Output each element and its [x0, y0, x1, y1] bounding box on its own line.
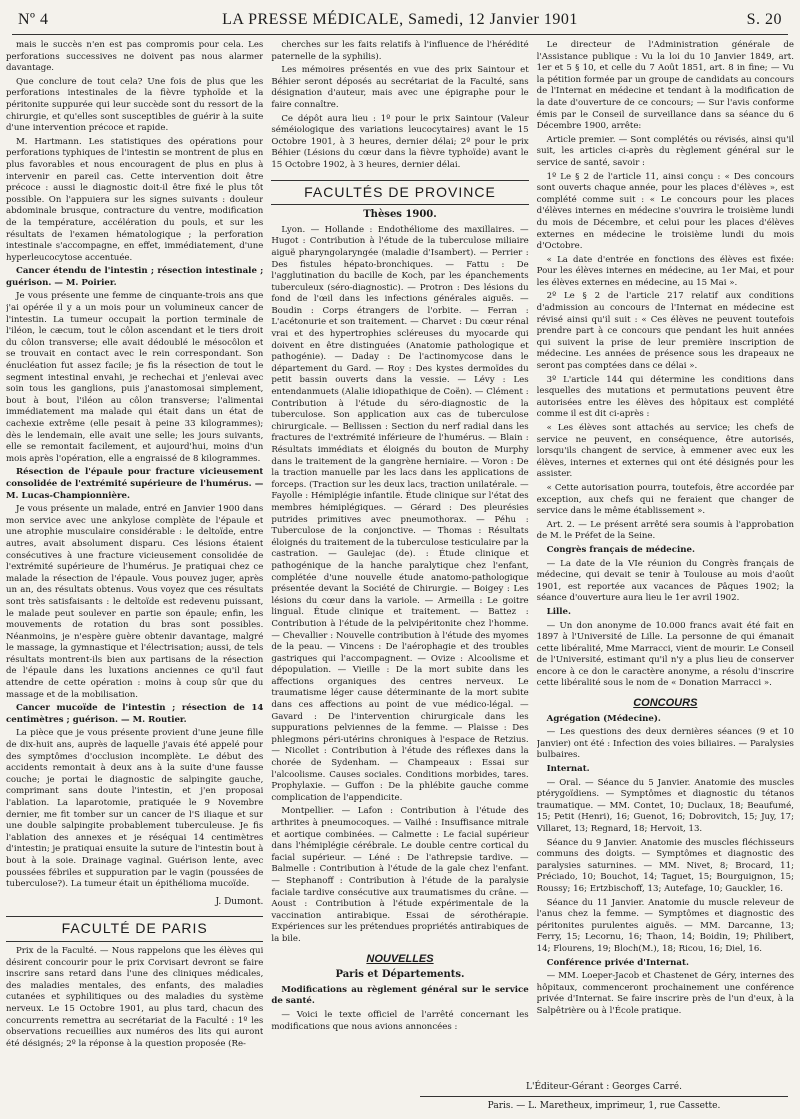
paragraph: M. Hartmann. Les statistiques des opérations pour perforations typhiques de l'intestin se montrent de plus en plus favorables et nous encouragent de plus en plus à intervenir en pareil cas. Cette intervention doit être précoce : aussi le diagnostic doit-il être fixé le plus tôt possible. On l'appuiera sur les signes suivants : douleur abdominale brusque, contracture du ventre, modification de la température, accélération du pouls, et sur les résultats de l'examen hématologique ; la perforation intestinale s'accompagne, en effet, immédiatement, d'une hyperleucocytose accentuée. — [6, 136, 264, 263]
paragraph: Prix de la Faculté. — Nous rappelons que les élèves qui désirent concourir pour le prix Corvisart devront se faire inscrire sans retard dans l'une des cliniques médicales, des maladies mentales, des enfants, des maladies cutanées et syphilitiques ou des maladies du système nerveux. Le 15 Octobre 1901, au plus tard, chacun des concurrents remettra au secrétariat de la Faculté : 1º les observations recueillies aux numéros des lits qui auront été désignés; 2º la réponse à la question proposée (Re- — [6, 945, 264, 1049]
page-number: S. 20 — [746, 11, 782, 28]
page-header — [18, 10, 782, 30]
columns — [6, 40, 794, 1089]
paragraph: Article premier. — Sont complétés ou révisés, ainsi qu'il suit, les articles ci-après du règlement général sur le service de santé, savoir : — [536, 134, 794, 168]
paragraph: — Voici le texte officiel de l'arrêté concernant les modifications que nous avions annoncées : — [271, 1009, 529, 1032]
paragraph: Art. 2. — Le présent arrêté sera soumis à l'approbation de M. le Préfet de la Seine. — [536, 519, 794, 542]
page-footer — [420, 1082, 788, 1111]
article-heading: Résection de l'épaule pour fracture vicieusement consolidée de l'extrémité supérieure de l'humérus. — M. Lucas-Championnière. — [6, 467, 264, 501]
header-rule — [12, 34, 788, 35]
section-title: FACULTÉS DE PROVINCE — [271, 180, 528, 206]
article-heading: Cancer étendu de l'intestin ; résection intestinale ; guérison. — M. Poirier. — [6, 266, 264, 288]
printer-line: Paris. — L. Maretheux, imprimeur, 1, rue Cassette. — [420, 1096, 788, 1111]
article-heading: Cancer mucoïde de l'intestin ; résection de 14 centimètres ; guérison. — M. Routier. — [6, 703, 264, 725]
section-title: CONCOURS — [633, 697, 698, 710]
article-heading: Internat. — [546, 764, 590, 775]
article-heading: Agrégation (Médecine). — [546, 713, 661, 724]
paragraph: — MM. Loeper-Jacob et Chastenet de Géry, internes des hôpitaux, commenceront prochainement une conférence privée d'Internat. Se faire inscrire près de l'un d'eux, à la Salpêtrière ou à l'École pratique. — [536, 971, 794, 1016]
paragraph: Je vous présente un malade, entré en Janvier 1900 dans mon service avec une ankylose complète de l'épaule et une atrophie musculaire considérable : le deltoïde, entre autres, avait absolument disparu. Ces lésions étaient consécutives à une fracture vicieusement consolidée de l'extrémité supérieure de l'humérus. Je pratiquai chez ce malade la résection de l'épaule. Vous pouvez juger, après un an, des résultats obtenus. Vous voyez que ces résultats sont très satisfaisants : le deltoïde est redevenu puissant, le malade peut soulever en partie son épaule; enfin, les mouvements de rotation du bras sont possibles. Néanmoins, je n'espère guère obtenir davantage, malgré le massage, la gymnastique et l'électrisation; aussi, de tels résultats montrent-ils bien aux partisans de la résection de l'épaule dans les luxations anciennes ce qu'il faut attendre de cette opération : moins à coup sûr que du massage et de la mobilisation. — [6, 504, 264, 700]
paragraph: « Cette autorisation pourra, toutefois, être accordée par exception, aux chefs qui ne feraient que changer de service dans le même établissement ». — [536, 482, 794, 517]
paragraph: Je vous présente une femme de cinquante-trois ans que j'ai opérée il y a un mois pour un volumineux cancer de l'intestin. La tumeur occupait la portion terminale de l'iléon, le cæcum, tout le côlon ascendant et le tiers droit du côlon transverse; elle avait dédoublé le mésocôlon et se trouvait en contact avec le rein correspondant. Son énucléation fut assez facile; je fis la résection de tout le segment intestinal envahi, je rechechai et j'enlevai avec soin tous les ganglions, puis j'anastomosai simplement, bout à bout, l'iléon au côlon transverse; l'alimentai immédiatement ma malade qui était dans un état de cachexie extrême (elle pesait à peine 33 kilogrammes); dès le lendemain, elle avait une selle; les jours suivants, elle se remontait facilement, et aujourd'hui, moins d'un mois après l'opération, elle a engraissé de 8 kilogrammes. — [6, 291, 264, 464]
paragraph: Séance du 11 Janvier. Anatomie du muscle releveur de l'anus chez la femme. — Symptômes et diagnostic des péritonites purulentes aiguës. — MM. Darcanne, 13; Ferry, 15; Lecornu, 16; Thaon, 14; Boidin, 19; Philibert, 14; Flourens, 19; Bloch(M.), 18; Ricou, 16; Diel, 16. — [536, 897, 794, 954]
paragraph: Ce dépôt aura lieu : 1º pour le prix Saintour (Valeur séméiologique des variations leucocytaires) avant le 15 Octobre 1901, à 3 heures, dernier délai; 2º pour le prix Béhier (Lésions du cœur dans la fièvre typhoïde) avant le 15 Octobre 1902, à 3 heures, dernier délai. — [271, 113, 529, 170]
section-title: NOUVELLES — [366, 952, 434, 965]
paragraph: Montpellier. — Lafon : Contribution à l'étude des arthrites à pneumocoques. — Vailhé : Insuffisance mitrale et aortique combinées. — Calmette : Le facial supérieur dans l'hémiplégie cérébrale. Le double centre cortical du facial supérieur. — Léné : De l'athrepsie tardive. — Balmelle : Contribution à l'étude de la gale chez l'enfant. — Stephanoff : Contribution à l'étude de la paralysie faciale tardive consécutive aux traumatismes du crâne. — Aoust : Contribution à l'étude expérimentale de la vaccination antirabique. Essai de sérothérapie. Expériences sur les prétendues propriétés antirabiques de la bile. — [271, 806, 529, 944]
paragraph: — La date de la VIe réunion du Congrès français de médecine, qui devait se tenir à Toulouse au mois d'août 1901, est reportée aux vacances de Pâques 1902; la séance d'ouverture aura lieu le 1er avril 1902. — [536, 558, 794, 604]
article-heading: Modifications au règlement général sur le service de santé. — [271, 984, 529, 1007]
article-heading: Conférence privée d'Internat. — [546, 957, 689, 968]
paragraph: Les mémoires présentés en vue des prix Saintour et Béhier seront déposés au secrétariat de la Faculté, sans désignation d'auteur, mais avec une épigraphe pour le faire connaître. — [271, 65, 529, 110]
section-title: FACULTÉ DE PARIS — [6, 916, 263, 942]
subsection-title: Paris et Départements. — [335, 969, 465, 981]
paragraph: La pièce que je vous présente provient d'une jeune fille de dix-huit ans, auprès de laquelle j'avais été appelé pour des symptômes d'occlusion incomplète. Le début des accidents remontait à deux ans à la suite d'une fausse couche; je portai le diagnostic de salpingite gauche, comprimant sans doute l'intestin, et j'en proposai l'ablation. La laparotomie, pratiquée le 9 Novembre dernier, me fit tomber sur un cancer de l'S iliaque et sur une double salpingite probablement tuberculeuse. Je fis l'ablation des annexes et je réséquai 14 centimètres d'intestin; je pratiquai ensuite la suture de l'intestin bout à bout à la soie. Drainage vaginal. Guérison lente, avec poussées fébriles et suppuration par le vagin (poussées de tuberculose?). La tumeur était un épithélioma mucoïde. — [6, 728, 264, 890]
paragraph: Lyon. — Hollande : Endothéliome des maxillaires. — Hugot : Contribution à l'étude de la tuberculose miliaire aiguë pharyngolaryngée (maladie d'Isambert). — Perrier : Des fistules hépato-bronchiques. — Fattu : De l'agglutination du bacille de Koch, par les épanchements tuberculeux (séro-diagnostic). — Protron : Des lésions du fond de l'œil dans les infections générales aiguës. — Boudin : Corps étrangers de l'orbite. — Ferran : L'acétonurie et son traitement. — Charvet : Du cœur rénal vrai et des hypertrophies scléreuses du myocarde qui doivent en être distinguées (Anatomie pathologique et pathogénie). — Daday : De l'actinomycose dans le département du Gard. — Roy : Des kystes dermoïdes du petit bassin ouverts dans la vessie. — Lévy : Les entendanmuets (Alalie idiopathique de Coën). — Clément : Contribution à l'étude du séro-diagnostic de la tuberculose. Son application aux cas de tuberculose chirurgicale. — Bellissen : Section du nerf radial dans les fractures de l'extrémité inférieure de l'humérus. — Blain : Résultats immédiats et éloignés du bouton de Murphy dans le traitement de la gangrène herniaire. — Voron : De la traction manuelle par les lacs dans les applications de forceps. (Traction sur les deux lacs, traction unilatérale. — Fayolle : Hémiplégie infantile. Étude clinique sur l'état des membres hémiplégiques. — Gérard : Des pleurésies putrides primitives avec pneumothorax. — Péhu : Tuberculose de la conjonctive. — Thomas : Résultats éloignés du traitement de la tuberculose testiculaire par la castration. — Gaulejac (de). : Étude clinique et pathogénique de la hanche paralytique chez l'enfant, complétée d'une nouvelle étude anatomo-pathologique présentée devant la Société de Chirurgie. — Boigey : Les lésions du cœur dans la variole. — Armeilla : Le goitre lingual. Étude clinique et traitement. — Battez : Contribution à l'étude de la pelvipéritonite chez l'homme. — Chevallier : Nouvelle contribution à l'étude des myomes de la peau. — Vincens : De l'aérophagie et des troubles gastriques qui l'accompagnent. — Ovize : Alcoolisme et dépopulation. — Vieille : De la mort subite dans les affections organiques des centres nerveux. Le traumatisme léger cause déterminante de la mort subite dans ces affections au point de vue médico-légal. — Gavard : De l'intervention chirurgicale dans les suppurations pelviennes de la femme. — Plaisse : Des phlegmons péri-utérins chroniques à l'espace de Retzius. — Nicollet : Contribution à l'étude des réflexes dans la chorée de Sydenham. — Champeaux : Essai sur l'alcoolisme. Causes sociales. Conditions morbides, tares. Prophylaxie. — Guffon : De la phlébite gauche comme complication de l'appendicite. — [271, 224, 529, 803]
paragraph: — Les questions des deux dernières séances (9 et 10 Janvier) ont été : Infection des voies biliaires. — Paralysies bulbaires. — [536, 727, 794, 761]
column-1 — [6, 40, 263, 1089]
paragraph: mais le succès n'en est pas compromis pour cela. Les perforations successives ne doivent pas nous alarmer davantage. — [6, 40, 264, 74]
paragraph: « La date d'entrée en fonctions des élèves est fixée: Pour les élèves internes en médecine, au 1er Mai, et pour les élèves externes en médecine, au 15 Mai ». — [536, 254, 794, 288]
paragraph: Séance du 9 Janvier. Anatomie des muscles fléchisseurs communs des doigts. — Symptômes et diagnostic des paralysies saturnines. — MM. Nivet, 8; Brocard, 11; Préciado, 10; Bouchot, 14; Taguet, 15; Bourguignon, 15; Roussy; 16; Ertzbischoff, 13; Autefage, 10; Gauckler, 16. — [536, 837, 794, 894]
paragraph: — Oral. — Séance du 5 Janvier. Anatomie des muscles ptérygoïdiens. — Symptômes et diagnostic du tétanos traumatique. — MM. Contet, 10; Duclaux, 18; Beaufumé, 15; Petit (Henri), 16; Guenot, 16; Dobrovitch, 15; Juy, 17; Villaret, 13; Regnard, 18; Hervoit, 13. — [536, 777, 794, 834]
subsection-title: Thèses 1900. — [363, 209, 437, 221]
column-2 — [271, 40, 528, 1089]
paragraph: Que conclure de tout cela? Une fois de plus que les perforations intestinales de la fièvre typhoïde et la péritonite suppurée qui leur succède sont du ressort de la chirurgie, et qu'elles sont susceptibles de guérir à la suite d'une intervention précoce et rapide. — [6, 76, 264, 134]
paragraph: Le directeur de l'Administration générale de l'Assistance publique : Vu la loi du 10 Janvier 1849, art. 1er et 5 § 10, et celle du 7 Août 1851, art. 8 in fine; — Vu la pétition formée par un groupe de candidats au concours de l'Internat en médecine et tendant à la modification de la date d'ouverture de ce concours; — Sur l'avis conforme émis par le Conseil de surveillance dans sa séance du 6 Décembre 1900, arrête: — [536, 40, 794, 132]
paragraph: 1º Le § 2 de l'article 11, ainsi conçu : « Des concours sont ouverts chaque année, pour les places d'élèves », est complété comme suit : « Le concours pour les places d'élèves internes en médecine s'ouvrira le troisième lundi du mois de Décembre, et celui pour les places d'élèves externes en médecine le troisième lundi du mois d'Octobre. — [536, 171, 794, 252]
paragraph: — Un don anonyme de 10.000 francs avait été fait en 1897 à l'Université de Lille. La personne de qui émanait cette libéralité, Mme Marracci, vient de mourir. Le Conseil de l'Université, estimant qu'il n'y a plus lieu de conserver encore à ce don le caractère anonyme, a résolu d'inscrire cette libéralité sous le nom de « Donation Marracci ». — [536, 620, 794, 689]
paragraph: 2º Le § 2 de l'article 217 relatif aux conditions d'admission au concours de l'Internat en médecine est révisé ainsi qu'il suit : « Ces élèves ne peuvent toutefois prendre part à ce concours que pendant les huit années qui suivent la prise de leur première inscription de médecine. Les années de présence sous les drapeaux ne seront pas comptées dans ce délai ». — [536, 291, 794, 372]
paragraph: cherches sur les faits relatifs à l'influence de l'hérédité paternelle de la syphilis). — [271, 40, 529, 62]
editor-line: L'Éditeur-Gérant : Georges Carré. — [526, 1082, 682, 1092]
paragraph: 3º L'article 144 qui détermine les conditions dans lesquelles des mutations et permutations peuvent être autorisées entre les élèves des hôpitaux est complété comme il est dit ci-après : — [536, 374, 794, 420]
signature: J. Dumont. — [215, 896, 264, 907]
journal-title: LA PRESSE MÉDICALE, Samedi, 12 Janvier 1901 — [222, 11, 578, 28]
issue-number: Nº 4 — [18, 11, 49, 28]
paragraph: « Les élèves sont attachés au service; les chefs de service ne peuvent, en conséquence, être autorisés, lorsqu'ils changent de service, à emmener avec eux les élèves, internes et externes qui ont été désignés pour les assister. — [536, 423, 794, 480]
article-heading: Lille. — [546, 606, 571, 617]
column-3 — [537, 40, 794, 1089]
article-heading: Congrès français de médecine. — [546, 544, 695, 555]
